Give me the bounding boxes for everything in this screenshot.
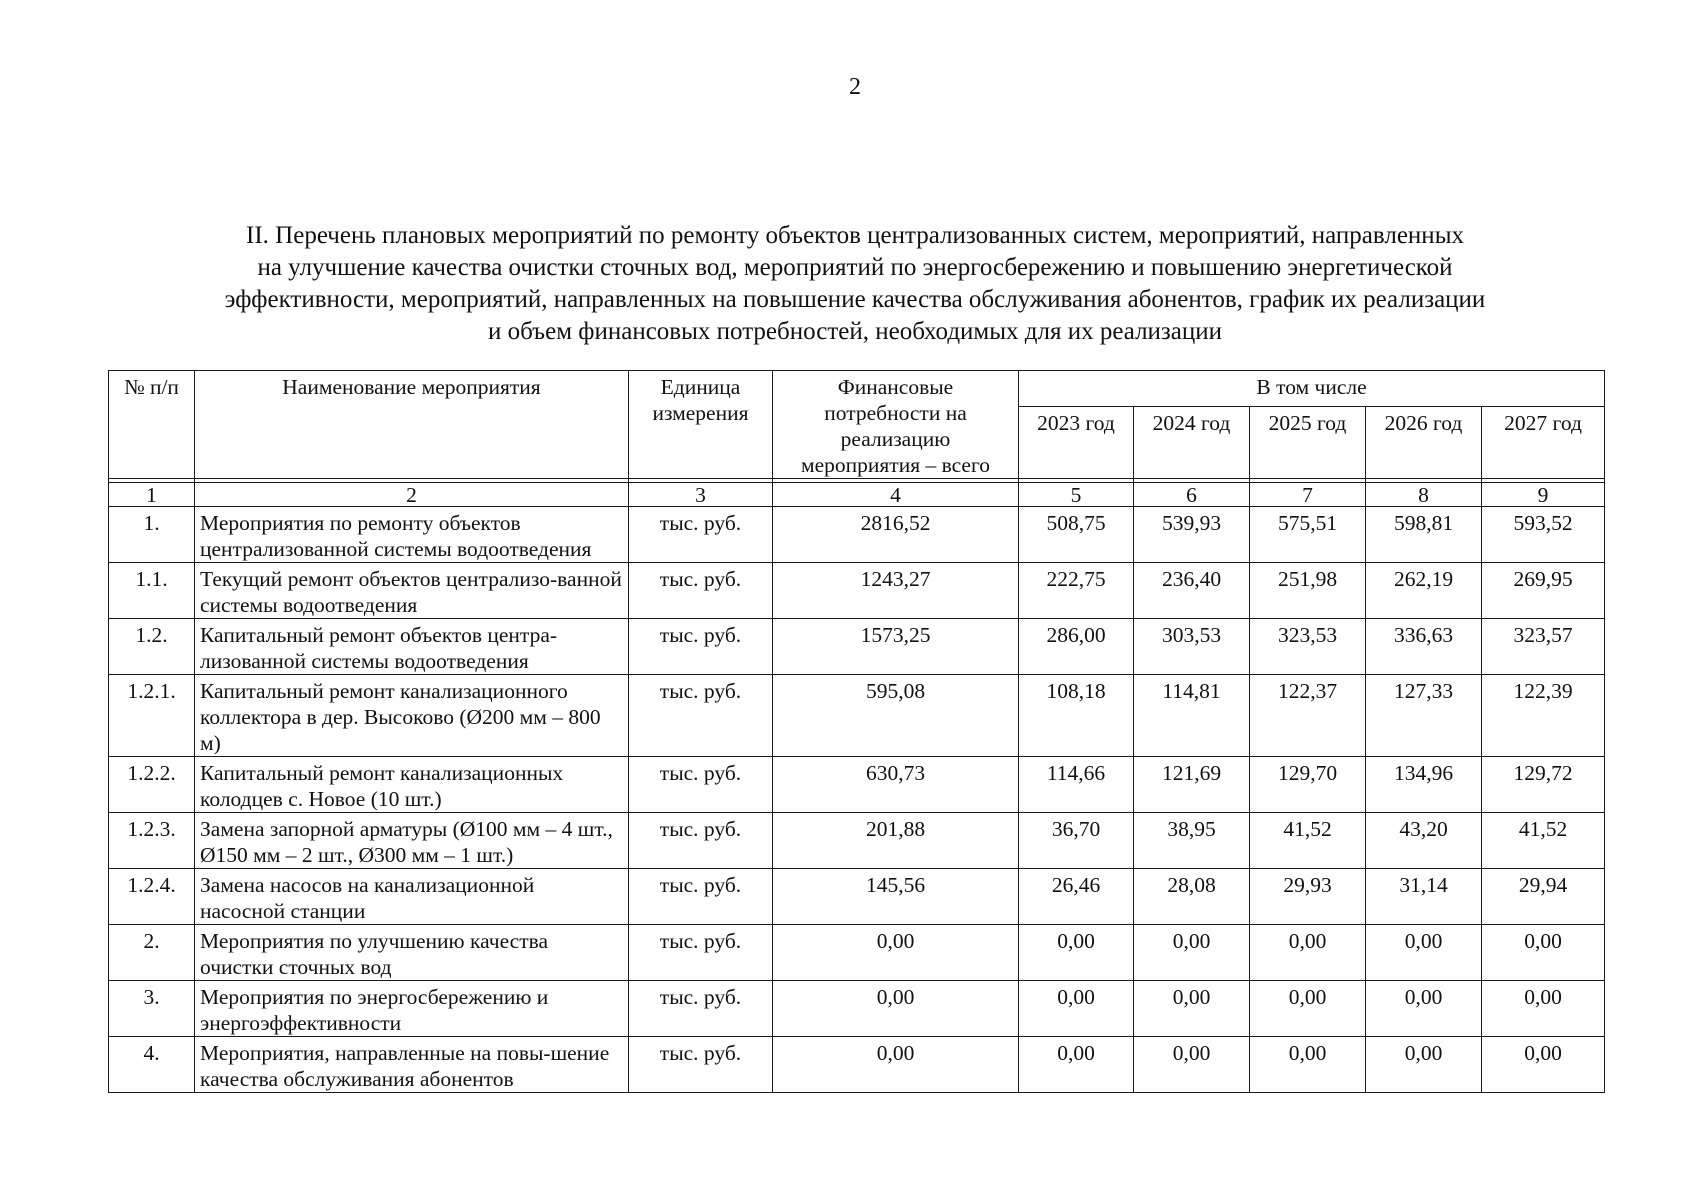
year-2023-cell: 36,70 xyxy=(1019,813,1134,869)
year-2025-cell: 575,51 xyxy=(1250,507,1366,563)
year-2023-cell: 0,00 xyxy=(1019,925,1134,981)
year-2024-cell: 38,95 xyxy=(1134,813,1250,869)
section-heading xyxy=(110,220,1600,348)
row-number: 2. xyxy=(109,925,195,981)
measure-name: Капитальный ремонт канализационных колодцев с. Новое (10 шт.) xyxy=(195,757,629,813)
year-2024-cell: 236,40 xyxy=(1134,563,1250,619)
row-number: 1. xyxy=(109,507,195,563)
measures-table xyxy=(108,370,1605,1093)
heading-line: на улучшение качества очистки сточных вод, мероприятий по энергосбережению и повышению энергетической xyxy=(257,254,1453,281)
year-2026-cell: 0,00 xyxy=(1366,1037,1482,1093)
year-2024-cell: 0,00 xyxy=(1134,981,1250,1037)
row-number: 1.2.4. xyxy=(109,869,195,925)
heading-line: эффективности, мероприятий, направленных на повышение качества обслуживания абонентов, график их реализации xyxy=(224,286,1486,313)
total-cell: 145,56 xyxy=(773,869,1019,925)
year-2023-cell: 286,00 xyxy=(1019,619,1134,675)
column-number: 3 xyxy=(629,483,773,507)
year-2026-cell: 0,00 xyxy=(1366,925,1482,981)
unit-cell: тыс. руб. xyxy=(629,1037,773,1093)
year-2023-cell: 0,00 xyxy=(1019,1037,1134,1093)
year-2025-cell: 29,93 xyxy=(1250,869,1366,925)
year-2024-cell: 121,69 xyxy=(1134,757,1250,813)
measure-name: Текущий ремонт объектов централизо-ванной системы водоотведения xyxy=(195,563,629,619)
measure-name: Замена насосов на канализационной насосной станции xyxy=(195,869,629,925)
row-number: 4. xyxy=(109,1037,195,1093)
year-2026-cell: 598,81 xyxy=(1366,507,1482,563)
column-number: 1 xyxy=(109,483,195,507)
column-number: 9 xyxy=(1482,483,1605,507)
year-2026-cell: 134,96 xyxy=(1366,757,1482,813)
unit-cell: тыс. руб. xyxy=(629,563,773,619)
total-cell: 0,00 xyxy=(773,1037,1019,1093)
total-cell: 0,00 xyxy=(773,981,1019,1037)
year-2025-cell: 122,37 xyxy=(1250,675,1366,757)
year-2023-cell: 114,66 xyxy=(1019,757,1134,813)
column-number: 8 xyxy=(1366,483,1482,507)
year-2027-cell: 0,00 xyxy=(1482,1037,1605,1093)
measure-name: Мероприятия по улучшению качества очистки сточных вод xyxy=(195,925,629,981)
row-number: 3. xyxy=(109,981,195,1037)
header-unit: Единица измерения xyxy=(629,371,773,479)
measure-name: Замена запорной арматуры (Ø100 мм – 4 шт., Ø150 мм – 2 шт., Ø300 мм – 1 шт.) xyxy=(195,813,629,869)
year-2027-cell: 29,94 xyxy=(1482,869,1605,925)
year-2025-cell: 251,98 xyxy=(1250,563,1366,619)
year-2024-cell: 28,08 xyxy=(1134,869,1250,925)
column-number: 5 xyxy=(1019,483,1134,507)
year-2027-cell: 593,52 xyxy=(1482,507,1605,563)
table-body xyxy=(109,507,1605,1093)
unit-cell: тыс. руб. xyxy=(629,619,773,675)
column-number: 2 xyxy=(195,483,629,507)
column-number: 6 xyxy=(1134,483,1250,507)
unit-cell: тыс. руб. xyxy=(629,507,773,563)
header-num: № п/п xyxy=(109,371,195,479)
page-number: 2 xyxy=(849,74,861,100)
unit-cell: тыс. руб. xyxy=(629,675,773,757)
row-number: 1.2.1. xyxy=(109,675,195,757)
total-cell: 201,88 xyxy=(773,813,1019,869)
header-year: 2027 год xyxy=(1482,407,1605,479)
measure-name: Капитальный ремонт объектов центра-лизованной системы водоотведения xyxy=(195,619,629,675)
year-2025-cell: 0,00 xyxy=(1250,1037,1366,1093)
table-row xyxy=(109,981,1605,1037)
measure-name: Мероприятия, направленные на повы-шение качества обслуживания абонентов xyxy=(195,1037,629,1093)
column-number: 7 xyxy=(1250,483,1366,507)
row-number: 1.1. xyxy=(109,563,195,619)
year-2027-cell: 41,52 xyxy=(1482,813,1605,869)
table-row xyxy=(109,757,1605,813)
year-2024-cell: 0,00 xyxy=(1134,1037,1250,1093)
header-year: 2023 год xyxy=(1019,407,1134,479)
year-2027-cell: 269,95 xyxy=(1482,563,1605,619)
table-row xyxy=(109,619,1605,675)
year-2023-cell: 26,46 xyxy=(1019,869,1134,925)
table-row xyxy=(109,869,1605,925)
table-row xyxy=(109,925,1605,981)
year-2023-cell: 508,75 xyxy=(1019,507,1134,563)
unit-cell: тыс. руб. xyxy=(629,925,773,981)
heading-line: II. Перечень плановых мероприятий по ремонту объектов централизованных систем, мероприятий, направленных xyxy=(246,222,1464,249)
year-2024-cell: 114,81 xyxy=(1134,675,1250,757)
year-2023-cell: 0,00 xyxy=(1019,981,1134,1037)
year-2026-cell: 336,63 xyxy=(1366,619,1482,675)
total-cell: 595,08 xyxy=(773,675,1019,757)
table-row xyxy=(109,813,1605,869)
year-2025-cell: 129,70 xyxy=(1250,757,1366,813)
unit-cell: тыс. руб. xyxy=(629,981,773,1037)
measure-name: Капитальный ремонт канализационного коллектора в дер. Высоково (Ø200 мм – 800 м) xyxy=(195,675,629,757)
year-2027-cell: 0,00 xyxy=(1482,925,1605,981)
row-number: 1.2.3. xyxy=(109,813,195,869)
year-2027-cell: 323,57 xyxy=(1482,619,1605,675)
total-cell: 1573,25 xyxy=(773,619,1019,675)
header-name: Наименование мероприятия xyxy=(195,371,629,479)
year-2025-cell: 323,53 xyxy=(1250,619,1366,675)
unit-cell: тыс. руб. xyxy=(629,757,773,813)
unit-cell: тыс. руб. xyxy=(629,813,773,869)
year-2023-cell: 108,18 xyxy=(1019,675,1134,757)
year-2026-cell: 31,14 xyxy=(1366,869,1482,925)
year-2027-cell: 0,00 xyxy=(1482,981,1605,1037)
year-2025-cell: 0,00 xyxy=(1250,925,1366,981)
total-cell: 1243,27 xyxy=(773,563,1019,619)
row-number: 1.2. xyxy=(109,619,195,675)
year-2026-cell: 262,19 xyxy=(1366,563,1482,619)
column-number: 4 xyxy=(773,483,1019,507)
year-2026-cell: 0,00 xyxy=(1366,981,1482,1037)
year-2024-cell: 0,00 xyxy=(1134,925,1250,981)
year-2025-cell: 41,52 xyxy=(1250,813,1366,869)
measure-name: Мероприятия по энергосбережению и энергоэффективности xyxy=(195,981,629,1037)
header-including: В том числе xyxy=(1019,371,1605,407)
year-2026-cell: 43,20 xyxy=(1366,813,1482,869)
header-year: 2025 год xyxy=(1250,407,1366,479)
table-row xyxy=(109,1037,1605,1093)
year-2024-cell: 303,53 xyxy=(1134,619,1250,675)
total-cell: 2816,52 xyxy=(773,507,1019,563)
year-2027-cell: 122,39 xyxy=(1482,675,1605,757)
row-number: 1.2.2. xyxy=(109,757,195,813)
total-cell: 630,73 xyxy=(773,757,1019,813)
header-year: 2024 год xyxy=(1134,407,1250,479)
year-2025-cell: 0,00 xyxy=(1250,981,1366,1037)
table-row xyxy=(109,675,1605,757)
year-2027-cell: 129,72 xyxy=(1482,757,1605,813)
column-number-row xyxy=(109,483,1605,507)
year-2024-cell: 539,93 xyxy=(1134,507,1250,563)
header-total: Финансовые потребности на реализацию мероприятия – всего xyxy=(773,371,1019,479)
table-row xyxy=(109,563,1605,619)
heading-line: и объем финансовых потребностей, необходимых для их реализации xyxy=(487,318,1223,345)
table-row xyxy=(109,507,1605,563)
measure-name: Мероприятия по ремонту объектов централизованной системы водоотведения xyxy=(195,507,629,563)
year-2023-cell: 222,75 xyxy=(1019,563,1134,619)
unit-cell: тыс. руб. xyxy=(629,869,773,925)
year-2026-cell: 127,33 xyxy=(1366,675,1482,757)
total-cell: 0,00 xyxy=(773,925,1019,981)
header-year: 2026 год xyxy=(1366,407,1482,479)
